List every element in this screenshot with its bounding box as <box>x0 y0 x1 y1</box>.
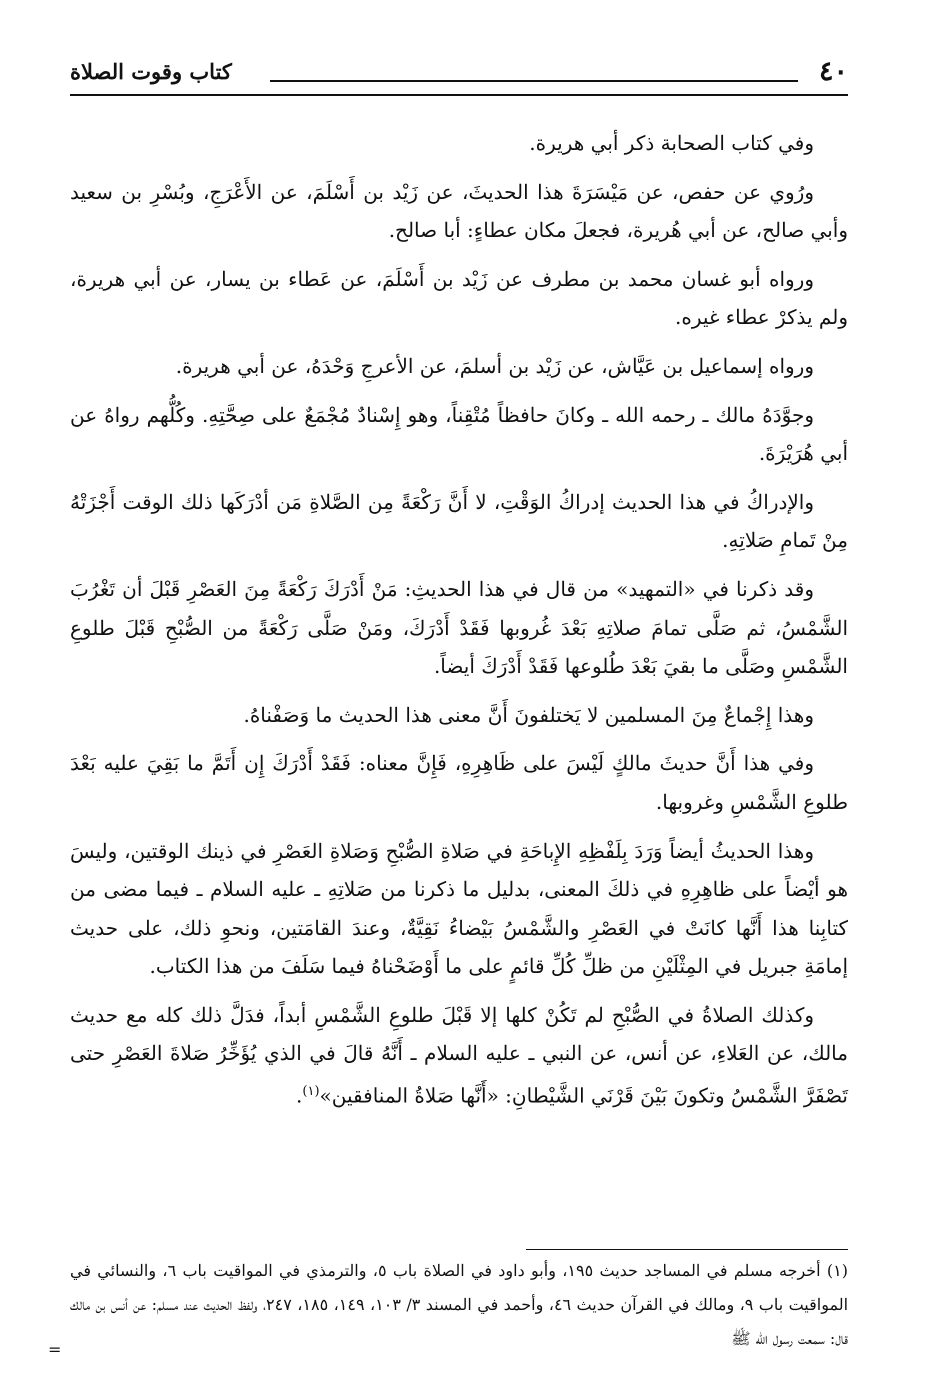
paragraph: وهذا الحديثُ أيضاً وَرَدَ بِلَفْظِهِ الإِباحَةِ في صَلاةِ الصُّبْحِ وَصَلاةِ العَصْرِ في ذينك الوقتين، وليسَ هو أيْضاً على ظاهِرِهِ في ذلكَ المعنى، بدليل ما ذكرنا من صَلاتِهِ ـ عليه السلام ـ فيما مضى من كتابِنا هذا أَنَّها كانَتْ في العَصْرِ والشَّمْسُ بَيْضاءُ نَقِيَّةٌ، وعندَ القامَتين، ونحوِ ذلك، على حديث إمامَةِ جبريل في المِثْلَيْنِ من ظلِّ كُلِّ قائمٍ على ما أَوْضَحْناهُ فيما سَلَفَ من هذا الكتاب. <box>70 838 848 979</box>
footnote-continuation-mark: = <box>48 1340 62 1359</box>
header-underline <box>70 94 848 96</box>
paragraph: ورواه إسماعيل بن عَيَّاش، عن زَيْد بن أسلمَ، عن الأعرجِ وَحْدَهُ، عن أبي هريرة. <box>175 353 814 378</box>
page-number: ٤٠ <box>818 56 848 87</box>
paragraph: وقد ذكرنا في «التمهيد» من قال في هذا الحديثِ: مَنْ أَدْرَكَ رَكْعَةً مِنَ العَصْرِ قَبْلَ أن تَغْرُبَ الشَّمْسُ، ثم صَلَّى تمامَ صلاتِهِ بَعْدَ غُروبها فَقَدْ أَدْرَكَ، ومَنْ صَلَّى رَكْعَةً من الصُّبْحِ قَبْلَ طلوعِ الشَّمْسِ وصَلَّى ما بقيَ بَعْدَ طُلوعها فَقَدْ أَدْرَكَ أيضاً. <box>70 576 848 679</box>
paragraph: ورواه أبو غسان محمد بن مطرف عن زَيْد بن أَسْلَمَ، عن عَطاء بن يسار، عن أبي هريرة، ولم يذكرْ عطاء غيره. <box>70 266 848 330</box>
closing-period: . <box>296 1083 303 1108</box>
page-header <box>70 52 848 92</box>
paragraph: وفي كتاب الصحابة ذكر أبي هريرة. <box>529 131 814 155</box>
paragraph: وفي هذا أَنَّ حديثَ مالكٍ لَيْسَ على ظَاهِرِهِ، فَإِنَّ معناه: فَقَدْ أَدْرَكَ إِن أَتَمَّ ما بَقِيَ عليه بَعْدَ طلوعِ الشَّمْسِ وغروبها. <box>70 751 848 814</box>
footnote-1: (١) أخرجه مسلم في المساجد حديث ١٩٥، وأبو داود في الصلاة باب ٥، والترمذي في المواقيت باب ٦، والنسائي في المواقيت باب ٩، ومالك في القرآن حديث ٤٦، وأحمد في المسند ٣/ ١٠٣، ١٤٩، ١٨٥، ٢٤٧، ولفظ الحديث عند مسلم: عن أنس بن مالك قال: سمعت رسول الله ﷺ <box>70 1261 849 1348</box>
footnotes <box>70 1254 848 1356</box>
paragraph-last <box>70 996 848 1115</box>
paragraph-text: وكذلك الصلاةُ في الصُّبْحِ لم تَكُنْ كلها إلا قَبْلَ طلوعِ الشَّمْسِ أبداً، فدَلَّ ذلك كله مع حديث مالك، عن العَلاءِ، عن أنس، عن النبي ـ عليه السلام ـ أَنَّهُ قالَ في الذي يُؤَخِّرُ صَلاةَ العَصْرِ حتى تَصْفَرَّ الشَّمْسُ وتكونَ بَيْنَ قَرْنَي الشَّيْطانِ: «أَنَّها صَلاةُ المنافقين» <box>70 1002 848 1108</box>
header-rule <box>270 80 798 82</box>
paragraph: والإدراكُ في هذا الحديث إدراكُ الوَقْتِ، لا أَنَّ رَكْعَةً مِن الصَّلاةِ مَن أدْرَكَها ذلك الوقت أَجْزَتْهُ مِنْ تَمامِ صَلاتِهِ. <box>70 489 848 553</box>
paragraph: وجوَّدَهُ مالك ـ رحمه الله ـ وكانَ حافظاً مُتْقِناً، وهو إِسْنادٌ مُجْمَعٌ على صِحَّتِهِ. وكُلُّهم رواهُ عن أبي هُرَيْرَةَ. <box>70 402 848 466</box>
running-title: كتاب وقوت الصلاة <box>70 59 232 84</box>
footnote-reference[interactable]: (١) <box>302 1084 320 1100</box>
footnote-separator <box>526 1249 848 1250</box>
main-text <box>70 124 848 1125</box>
paragraph: ورُوي عن حفص، عن مَيْسَرَةَ هذا الحديثَ، عن زَيْد بن أَسْلَمَ، عن الأَعْرَجِ، وبُسْرِ بن سعيد وأبي صالح، عن أبي هُريرة، فجعلَ مكان عطاءٍ: أبا صالح. <box>70 179 848 243</box>
paragraph: وهذا إِجْماعٌ مِنَ المسلمين لا يَختلفونَ أَنَّ معنى هذا الحديث ما وَصَفْناهُ. <box>243 702 814 727</box>
